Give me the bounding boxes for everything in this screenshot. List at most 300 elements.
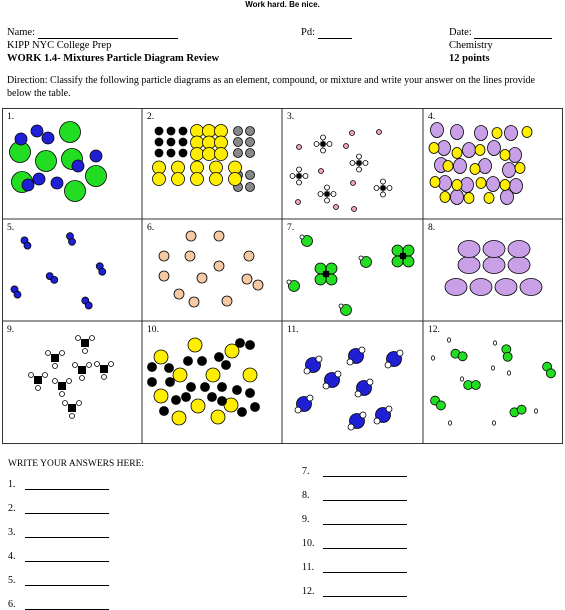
pink-particle	[350, 131, 355, 136]
lavender-particle	[508, 257, 530, 274]
blue-atom	[85, 302, 92, 309]
small-atom	[493, 341, 496, 345]
answer-number: 2.	[8, 503, 16, 514]
green-atom	[503, 352, 512, 361]
yellow-particle	[172, 173, 185, 186]
small-atom	[63, 401, 68, 406]
green-atom	[546, 369, 555, 378]
center-atom	[381, 186, 386, 191]
lavender-particle	[483, 241, 505, 258]
black-particle	[187, 383, 196, 392]
small-atom	[67, 379, 72, 384]
small-atom	[321, 148, 326, 153]
gray-particle	[246, 138, 255, 147]
peach-particle	[214, 261, 224, 271]
small-atom	[363, 161, 368, 166]
small-atom	[76, 336, 81, 341]
peach-particle	[222, 296, 232, 306]
gray-particle	[246, 127, 255, 136]
cell-label: 4.	[428, 112, 436, 122]
subject-name: Chemistry	[449, 40, 493, 51]
black-particle	[179, 149, 187, 157]
answer-blank[interactable]	[323, 492, 407, 501]
black-particle	[167, 149, 175, 157]
small-atom	[325, 185, 330, 190]
diagram-cell-4	[428, 112, 532, 205]
small-atom	[323, 383, 329, 389]
black-particle	[167, 127, 175, 135]
small-atom	[321, 135, 326, 140]
points-label: 12 points	[449, 53, 490, 64]
lavender-particle	[520, 279, 542, 296]
blue-particle	[51, 177, 63, 189]
black-particle	[201, 383, 210, 392]
answer-line-2	[8, 503, 109, 514]
lavender-particle	[458, 257, 480, 274]
small-atom	[355, 391, 361, 397]
green-particle	[60, 122, 81, 143]
blue-atom	[24, 242, 31, 249]
center-atom	[357, 161, 362, 166]
peach-particle	[189, 297, 199, 307]
answer-number: 6.	[8, 599, 16, 610]
black-atom	[68, 404, 76, 412]
answer-blank[interactable]	[25, 481, 109, 490]
peach-particle	[253, 280, 263, 290]
yellow-particle	[154, 350, 168, 364]
pink-particle	[352, 207, 357, 212]
peach-particle	[244, 251, 254, 261]
small-atom	[350, 161, 355, 166]
small-atom	[374, 186, 379, 191]
small-atom	[325, 198, 330, 203]
yellow-particle	[215, 148, 228, 161]
answer-number: 3.	[8, 527, 16, 538]
lavender-particle	[508, 241, 530, 258]
gray-particle	[246, 183, 255, 192]
cell-label: 7.	[287, 223, 295, 233]
lavender-particle	[463, 143, 476, 158]
diagram-cell-3	[287, 112, 392, 212]
small-atom	[87, 363, 92, 368]
small-atom	[327, 142, 332, 147]
cell-label: 12.	[428, 325, 440, 335]
blue-atom	[14, 291, 21, 298]
black-particle	[215, 353, 224, 362]
small-atom	[534, 409, 537, 413]
answer-line-9	[302, 514, 407, 525]
diagram-cell-7	[287, 223, 414, 316]
cell-label: 10.	[147, 325, 159, 335]
lavender-particle	[509, 148, 522, 163]
answer-number: 9.	[302, 514, 310, 525]
diagram-cell-10	[147, 325, 260, 425]
black-particle	[160, 407, 169, 416]
small-atom	[83, 349, 88, 354]
yellow-particle	[206, 368, 220, 382]
yellow-particle	[229, 161, 242, 174]
small-atom	[77, 401, 82, 406]
diagram-cell-6	[147, 223, 263, 307]
yellow-particle	[153, 161, 166, 174]
small-atom	[316, 356, 322, 362]
answer-line-11	[302, 562, 407, 573]
small-atom	[347, 359, 353, 365]
answer-blank[interactable]	[25, 553, 109, 562]
small-atom	[109, 362, 114, 367]
answer-number: 8.	[302, 490, 310, 501]
small-atom	[360, 412, 366, 418]
yellow-particle	[172, 161, 185, 174]
blue-particle	[42, 132, 54, 144]
cell-label: 8.	[428, 223, 436, 233]
small-atom	[73, 363, 78, 368]
diagram-cell-9	[7, 325, 114, 419]
small-atom	[80, 376, 85, 381]
small-atom	[287, 280, 291, 284]
center-atom	[325, 192, 330, 197]
lavender-particle	[488, 141, 501, 156]
green-particle	[86, 166, 107, 187]
yellow-particle	[191, 125, 204, 138]
black-particle	[184, 357, 193, 366]
diagram-cell-8	[428, 223, 542, 296]
yellow-particle	[203, 148, 216, 161]
blue-particle	[72, 160, 84, 172]
yellow-particle	[430, 177, 440, 188]
blue-particle	[31, 125, 43, 137]
blue-particle	[22, 179, 34, 191]
small-atom	[36, 386, 41, 391]
lavender-particle	[454, 159, 467, 174]
lavender-particle	[483, 257, 505, 274]
green-atom	[471, 381, 480, 390]
small-atom	[359, 256, 363, 260]
yellow-particle	[191, 136, 204, 149]
yellow-particle	[203, 136, 216, 149]
lavender-particle	[505, 126, 518, 141]
diagram-cell-1	[7, 112, 107, 202]
black-atom	[323, 271, 329, 277]
answer-line-12	[302, 586, 407, 597]
yellow-particle	[153, 173, 166, 186]
date-field	[449, 26, 552, 39]
gray-particle	[234, 138, 243, 147]
peach-particle	[159, 271, 169, 281]
yellow-particle	[470, 164, 480, 175]
blue-particle	[15, 133, 27, 145]
answer-line-6	[8, 599, 109, 610]
yellow-particle	[191, 173, 204, 186]
small-atom	[348, 424, 354, 430]
yellow-particle	[210, 173, 223, 186]
answer-blank[interactable]	[323, 588, 407, 597]
green-particle	[36, 151, 57, 172]
black-particle	[179, 127, 187, 135]
yellow-particle	[475, 145, 485, 156]
black-particle	[208, 393, 217, 402]
blue-particle	[33, 173, 45, 185]
black-particle	[172, 396, 181, 405]
small-atom	[314, 142, 319, 147]
small-atom	[359, 347, 365, 353]
direction-text: Direction: Classify the following particle diagrams as an element, compound, or mixture and write your answer on the lines provide below the table.	[7, 75, 535, 99]
small-atom	[295, 407, 301, 413]
small-atom	[53, 379, 58, 384]
yellow-particle	[484, 193, 494, 204]
yellow-particle	[211, 410, 225, 424]
answer-blank[interactable]	[323, 564, 407, 573]
small-atom	[386, 406, 392, 412]
yellow-particle	[203, 125, 216, 138]
pd-field	[301, 26, 352, 39]
black-atom	[78, 366, 86, 374]
peach-particle	[174, 289, 184, 299]
black-particle	[165, 364, 174, 373]
cell-label: 1.	[7, 112, 15, 122]
yellow-particle	[191, 148, 204, 161]
lavender-particle	[487, 177, 500, 192]
black-particle	[155, 127, 163, 135]
cell-label: 3.	[287, 112, 295, 122]
gray-particle	[234, 127, 243, 136]
black-atom	[100, 365, 108, 373]
cell-label: 9.	[7, 325, 15, 335]
small-atom	[367, 379, 373, 385]
black-atom	[58, 382, 66, 390]
yellow-particle	[452, 180, 462, 191]
small-atom	[381, 179, 386, 184]
answer-number: 10.	[302, 538, 315, 549]
pink-particle	[296, 200, 301, 205]
diagram-cell-2	[147, 112, 255, 192]
blue-atom	[51, 276, 58, 283]
small-atom	[102, 375, 107, 380]
small-atom	[374, 418, 380, 424]
blue-atom	[99, 268, 106, 275]
black-particle	[155, 149, 163, 157]
lavender-particle	[445, 279, 467, 296]
yellow-particle	[172, 411, 186, 425]
small-atom	[397, 350, 403, 356]
cell-label: 2.	[147, 112, 155, 122]
small-atom	[492, 421, 495, 425]
answer-blank[interactable]	[323, 468, 407, 477]
lavender-particle	[475, 126, 488, 141]
small-atom	[335, 371, 341, 377]
black-particle	[148, 363, 157, 372]
peach-particle	[185, 251, 195, 261]
small-atom	[304, 368, 310, 374]
black-particle	[236, 339, 245, 348]
cell-label: 6.	[147, 223, 155, 233]
answers-title: WRITE YOUR ANSWERS HERE:	[8, 459, 145, 469]
small-atom	[297, 180, 302, 185]
black-particle	[218, 397, 227, 406]
yellow-particle	[500, 150, 510, 161]
small-atom	[331, 192, 336, 197]
small-atom	[303, 174, 308, 179]
yellow-particle	[215, 136, 228, 149]
lavender-particle	[461, 178, 474, 193]
black-particle	[198, 357, 207, 366]
answer-blank[interactable]	[25, 577, 109, 586]
yellow-particle	[522, 127, 532, 138]
small-atom	[90, 336, 95, 341]
black-particle	[233, 386, 242, 395]
yellow-particle	[500, 180, 510, 191]
center-atom	[321, 142, 326, 147]
small-atom	[29, 373, 34, 378]
black-particle	[166, 378, 175, 387]
green-particle	[65, 181, 86, 202]
small-atom	[357, 154, 362, 159]
yellow-particle	[173, 368, 187, 382]
answer-line-8	[302, 490, 407, 501]
yellow-particle	[464, 193, 474, 204]
answer-number: 11.	[302, 562, 315, 573]
small-atom	[460, 377, 463, 381]
lavender-particle	[431, 123, 444, 138]
name-label: Name:	[7, 27, 35, 38]
date-blank[interactable]	[474, 28, 552, 39]
diagram-cell-5	[7, 223, 106, 309]
answer-number: 5.	[8, 575, 16, 586]
small-atom	[53, 364, 58, 369]
answer-blank[interactable]	[323, 516, 407, 525]
answer-line-10	[302, 538, 407, 549]
lavender-particle	[451, 190, 464, 205]
small-atom	[60, 392, 65, 397]
yellow-particle	[210, 161, 223, 174]
small-atom	[95, 362, 100, 367]
gray-particle	[246, 171, 255, 180]
yellow-particle	[452, 148, 462, 159]
black-particle	[148, 378, 157, 387]
lavender-particle	[438, 141, 451, 156]
small-atom	[43, 373, 48, 378]
gray-particle	[234, 149, 243, 158]
answer-blank[interactable]	[25, 505, 109, 514]
yellow-particle	[154, 389, 168, 403]
small-atom	[381, 192, 386, 197]
yellow-particle	[443, 161, 453, 172]
small-atom	[290, 174, 295, 179]
yellow-particle	[492, 128, 502, 139]
answer-blank[interactable]	[25, 601, 109, 610]
yellow-particle	[429, 143, 439, 154]
pink-particle	[319, 169, 324, 174]
peach-particle	[186, 231, 196, 241]
cell-label: 5.	[7, 223, 15, 233]
cell-label: 11.	[287, 325, 299, 335]
pink-particle	[297, 145, 302, 150]
yellow-particle	[188, 338, 202, 352]
answer-blank[interactable]	[323, 540, 407, 549]
small-atom	[339, 304, 343, 308]
small-atom	[507, 371, 510, 375]
small-atom	[70, 414, 75, 419]
pink-particle	[351, 181, 356, 186]
lavender-particle	[470, 279, 492, 296]
lavender-particle	[495, 279, 517, 296]
pink-particle	[344, 144, 349, 149]
black-particle	[222, 361, 231, 370]
pink-particle	[334, 205, 339, 210]
center-atom	[297, 174, 302, 179]
worksheet-title: WORK 1.4- Mixtures Particle Diagram Review	[7, 53, 220, 64]
answer-number: 7.	[302, 466, 310, 477]
answer-line-5	[8, 575, 109, 586]
diagram-cell-11	[287, 325, 403, 430]
answer-line-4	[8, 551, 109, 562]
peach-particle	[242, 274, 252, 284]
small-atom	[431, 356, 434, 360]
black-atom	[400, 253, 406, 259]
small-atom	[357, 167, 362, 172]
answer-number: 1.	[8, 479, 16, 490]
black-particle	[167, 138, 175, 146]
date-label: Date:	[449, 27, 472, 38]
lavender-particle	[451, 125, 464, 140]
blue-particle	[90, 150, 102, 162]
black-particle	[182, 393, 191, 402]
small-atom	[387, 186, 392, 191]
answer-number: 4.	[8, 551, 16, 562]
lavender-particle	[479, 159, 492, 174]
yellow-particle	[191, 161, 204, 174]
lavender-particle	[503, 163, 516, 178]
black-particle	[251, 403, 260, 412]
yellow-particle	[229, 173, 242, 186]
gray-particle	[246, 149, 255, 158]
answer-line-3	[8, 527, 109, 538]
answer-line-1	[8, 479, 109, 490]
black-particle	[179, 138, 187, 146]
motto: Work hard. Be nice.	[245, 0, 320, 9]
black-particle	[218, 383, 227, 392]
small-atom	[318, 192, 323, 197]
peach-particle	[197, 273, 207, 283]
name-field	[7, 26, 178, 39]
green-atom	[436, 401, 445, 410]
answer-blank[interactable]	[25, 529, 109, 538]
lavender-particle	[501, 190, 514, 205]
black-atom	[34, 376, 42, 384]
black-atom	[51, 354, 59, 362]
pd-blank[interactable]	[318, 28, 352, 39]
small-atom	[447, 338, 450, 342]
small-atom	[491, 366, 494, 370]
small-atom	[385, 362, 391, 368]
yellow-particle	[440, 192, 450, 203]
yellow-particle	[191, 399, 205, 413]
lavender-particle	[458, 241, 480, 258]
yellow-particle	[243, 368, 257, 382]
black-particle	[246, 341, 255, 350]
particle-diagram-table	[2, 108, 563, 444]
small-atom	[60, 351, 65, 356]
small-atom	[307, 395, 313, 401]
school-name: KIPP NYC College Prep	[7, 40, 112, 51]
pd-label: Pd:	[301, 27, 316, 38]
small-atom	[46, 351, 51, 356]
diagram-cell-12	[428, 325, 555, 425]
yellow-particle	[215, 125, 228, 138]
small-atom	[300, 235, 304, 239]
black-particle	[246, 389, 255, 398]
name-blank[interactable]	[38, 28, 178, 39]
